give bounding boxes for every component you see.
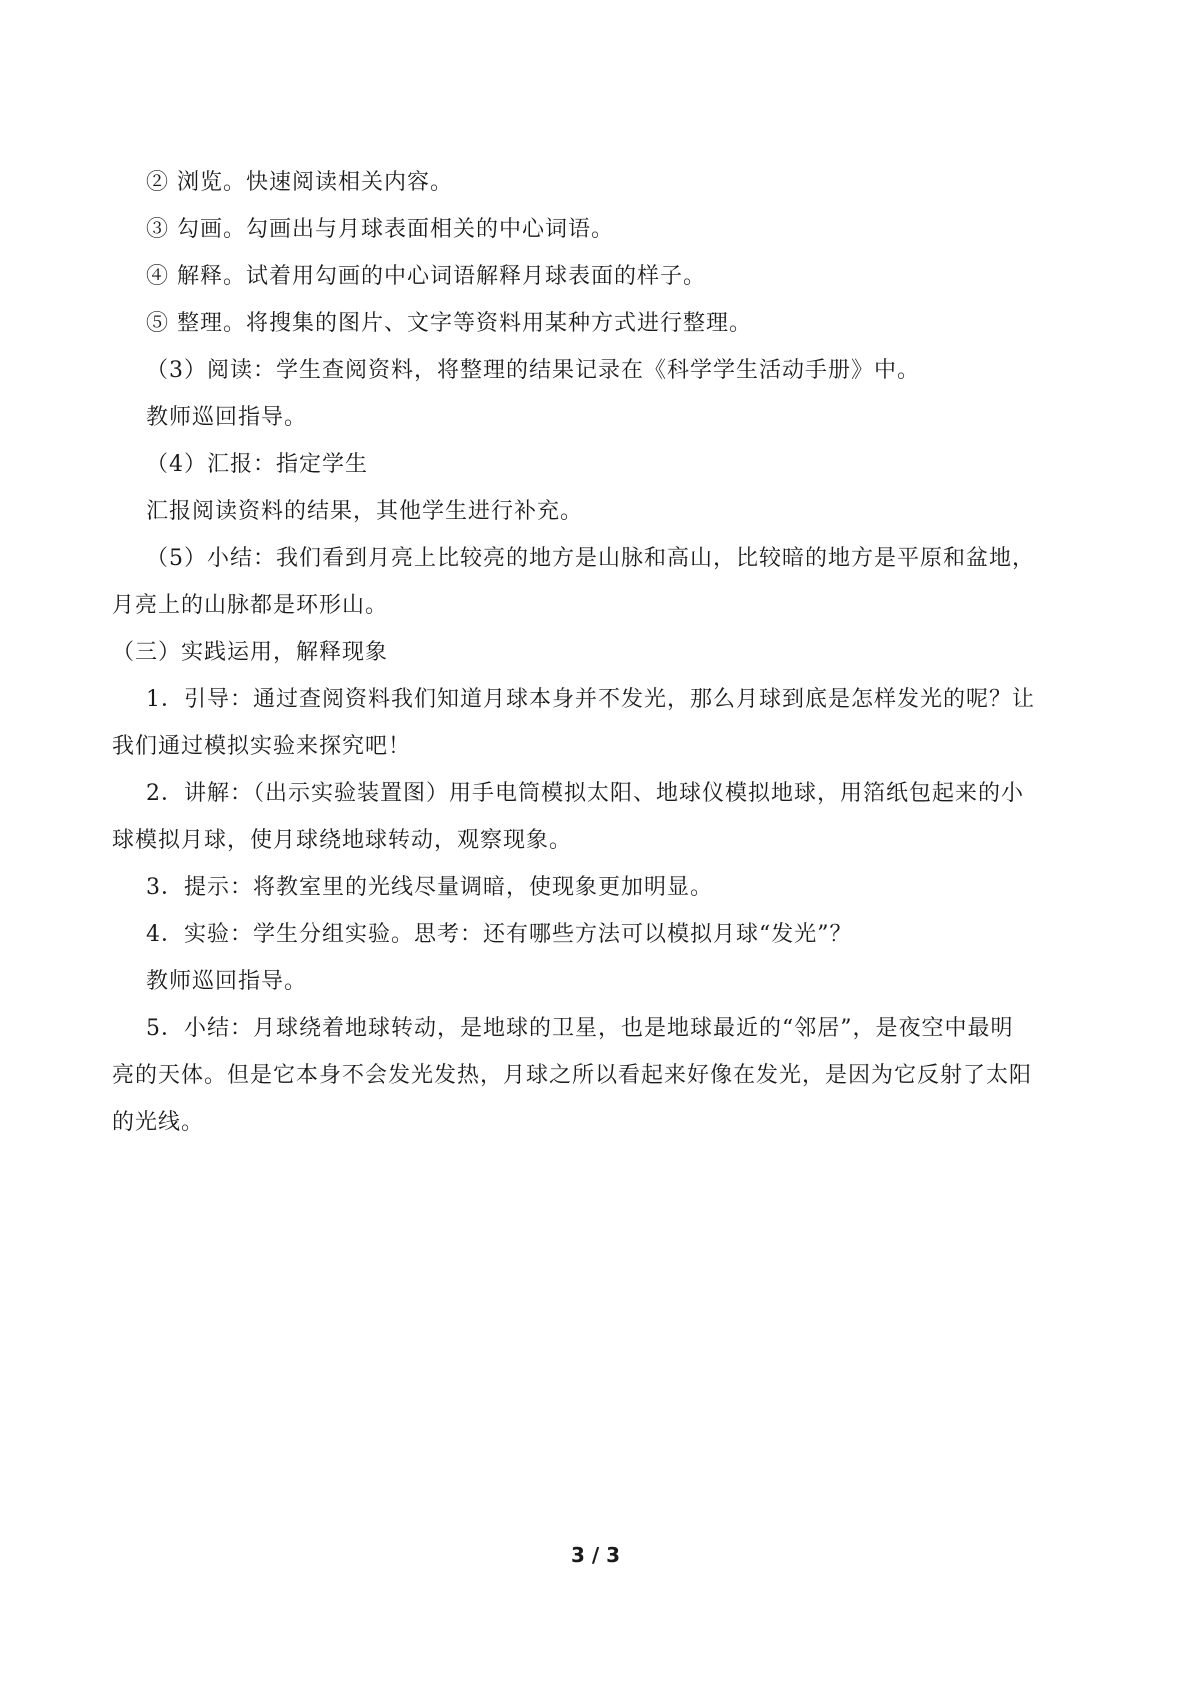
text-line: （5）小结：我们看到月亮上比较亮的地方是山脉和高山，比较暗的地方是平原和盆地， bbox=[146, 546, 1035, 571]
text-line: 3．提示：将教室里的光线尽量调暗，使现象更加明显。 bbox=[146, 875, 713, 900]
text-line: 汇报阅读资料的结果，其他学生进行补充。 bbox=[146, 499, 584, 524]
text-line: 的光线。 bbox=[112, 1110, 205, 1135]
text-line: （4）汇报：指定学生 bbox=[146, 452, 368, 477]
text-line: 2．讲解：（出示实验装置图）用手电筒模拟太阳、地球仪模拟地球，用箔纸包起来的小 bbox=[146, 781, 1024, 806]
text-line: 教师巡回指导。 bbox=[146, 405, 308, 430]
text-line: 1．引导：通过查阅资料我们知道月球本身并不发光，那么月球到底是怎样发光的呢？让 bbox=[146, 687, 1035, 712]
text-line: 月亮上的山脉都是环形山。 bbox=[112, 593, 389, 618]
text-line: ④ 解释。试着用勾画的中心词语解释月球表面的样子。 bbox=[146, 264, 706, 289]
text-line: 亮的天体。但是它本身不会发光发热，月球之所以看起来好像在发光，是因为它反射了太阳 bbox=[112, 1063, 1033, 1088]
text-line: （3）阅读：学生查阅资料，将整理的结果记录在《科学学生活动手册》中。 bbox=[146, 358, 920, 383]
text-line: 我们通过模拟实验来探究吧！ bbox=[112, 734, 412, 759]
text-line: 5．小结：月球绕着地球转动，是地球的卫星，也是地球最近的“邻居”，是夜空中最明 bbox=[146, 1016, 1014, 1041]
text-line: ⑤ 整理。将搜集的图片、文字等资料用某种方式进行整理。 bbox=[146, 311, 752, 336]
text-line: 球模拟月球，使月球绕地球转动，观察现象。 bbox=[112, 828, 573, 853]
text-line: 教师巡回指导。 bbox=[146, 969, 308, 994]
page-number: 3 / 3 bbox=[570, 1543, 621, 1567]
section-heading: （三）实践运用，解释现象 bbox=[112, 640, 389, 665]
text-line: ② 浏览。快速阅读相关内容。 bbox=[146, 170, 453, 195]
text-line: ③ 勾画。勾画出与月球表面相关的中心词语。 bbox=[146, 217, 614, 242]
text-line: 4．实验：学生分组实验。思考：还有哪些方法可以模拟月球“发光”？ bbox=[146, 922, 853, 947]
